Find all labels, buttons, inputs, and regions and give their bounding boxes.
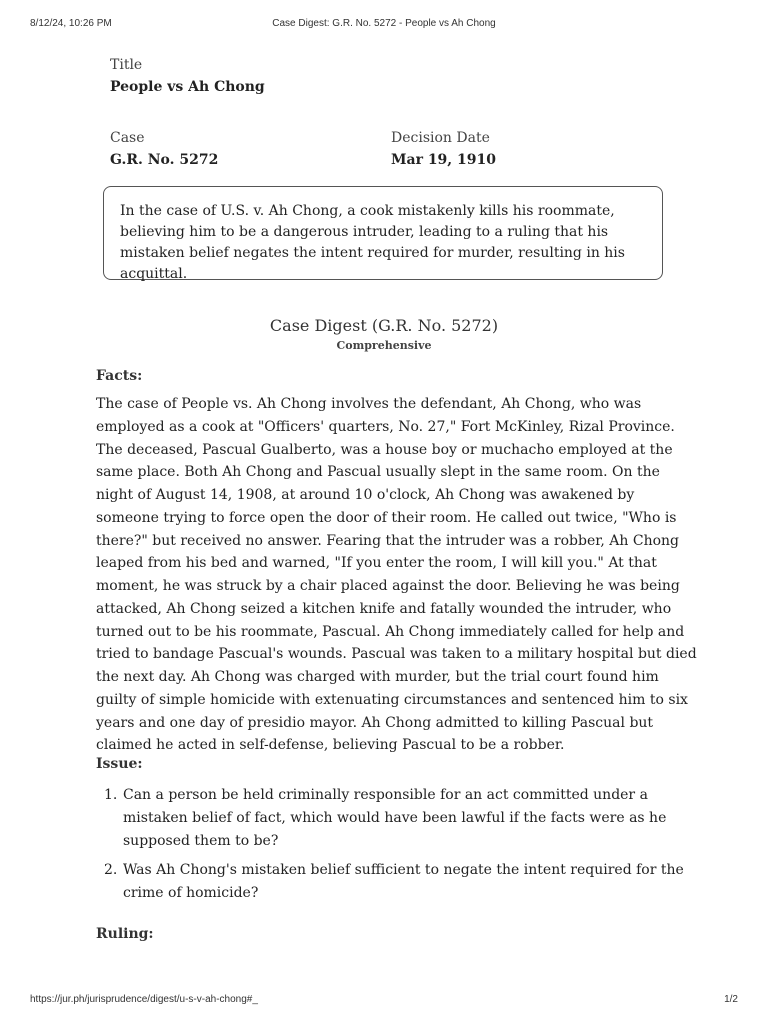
decision-date-value: Mar 19, 1910 [391,152,497,168]
print-datetime: 8/12/24, 10:26 PM [30,18,112,29]
title-value: People vs Ah Chong [110,79,265,95]
issue-list [96,784,686,912]
case-summary-box: In the case of U.S. v. Ah Chong, a cook mistakenly kills his roommate, believing him to be a dangerous intruder, leading to a ruling that his mistaken belief negates the intent required for murder, resulting in his acquittal. [103,186,663,280]
facts-heading: Facts: [96,368,143,384]
title-label: Title [110,57,143,73]
issue-number: 1. [104,787,118,803]
digest-subtitle: Comprehensive [336,339,432,352]
issue-item [96,784,686,852]
case-label: Case [110,130,145,146]
issue-item [96,859,686,905]
case-value: G.R. No. 5272 [110,152,219,168]
page-number: 1/2 [724,994,738,1005]
print-url: https://jur.ph/jurisprudence/digest/u-s-v-ah-chong#_ [30,994,258,1005]
issue-heading: Issue: [96,756,143,772]
decision-date-label: Decision Date [391,130,490,146]
ruling-heading: Ruling: [96,926,154,942]
issue-text: Was Ah Chong's mistaken belief sufficient to negate the intent required for the crime of homicide? [123,862,684,901]
issue-text: Can a person be held criminally responsible for an act committed under a mistaken belief of fact, which would have been lawful if the facts were as he supposed them to be? [123,787,667,849]
print-doc-title: Case Digest: G.R. No. 5272 - People vs Ah Chong [272,18,496,29]
facts-paragraph: The case of People vs. Ah Chong involves the defendant, Ah Chong, who was employed as a cook at "Officers' quarters, No. 27," Fort McKinley, Rizal Province. The deceased, Pascual Gualberto, was a house boy or muchacho employed at the same place. Both Ah Chong and Pascual usually slept in the same room. On the night of August 14, 1908, at around 10 o'clock, Ah Chong was awakened by someone trying to force open the door of their room. He called out twice, "Who is there?" but received no answer. Fearing that the intruder was a robber, Ah Chong leaped from his bed and warned, "If you enter the room, I will kill you." At that moment, he was struck by a chair placed against the door. Believing he was being attacked, Ah Chong seized a kitchen knife and fatally wounded the intruder, who turned out to be his roommate, Pascual. Ah Chong immediately called for help and tried to bandage Pascual's wounds. Pascual was taken to a military hospital but died the next day. Ah Chong was charged with murder, but the trial court found him guilty of simple homicide with extenuating circumstances and sentenced him to six years and one day of presidio mayor. Ah Chong admitted to killing Pascual but claimed he acted in self-defense, believing Pascual to be a robber. [96,396,697,754]
issue-number: 2. [104,862,118,879]
digest-title: Case Digest (G.R. No. 5272) [269,316,499,335]
